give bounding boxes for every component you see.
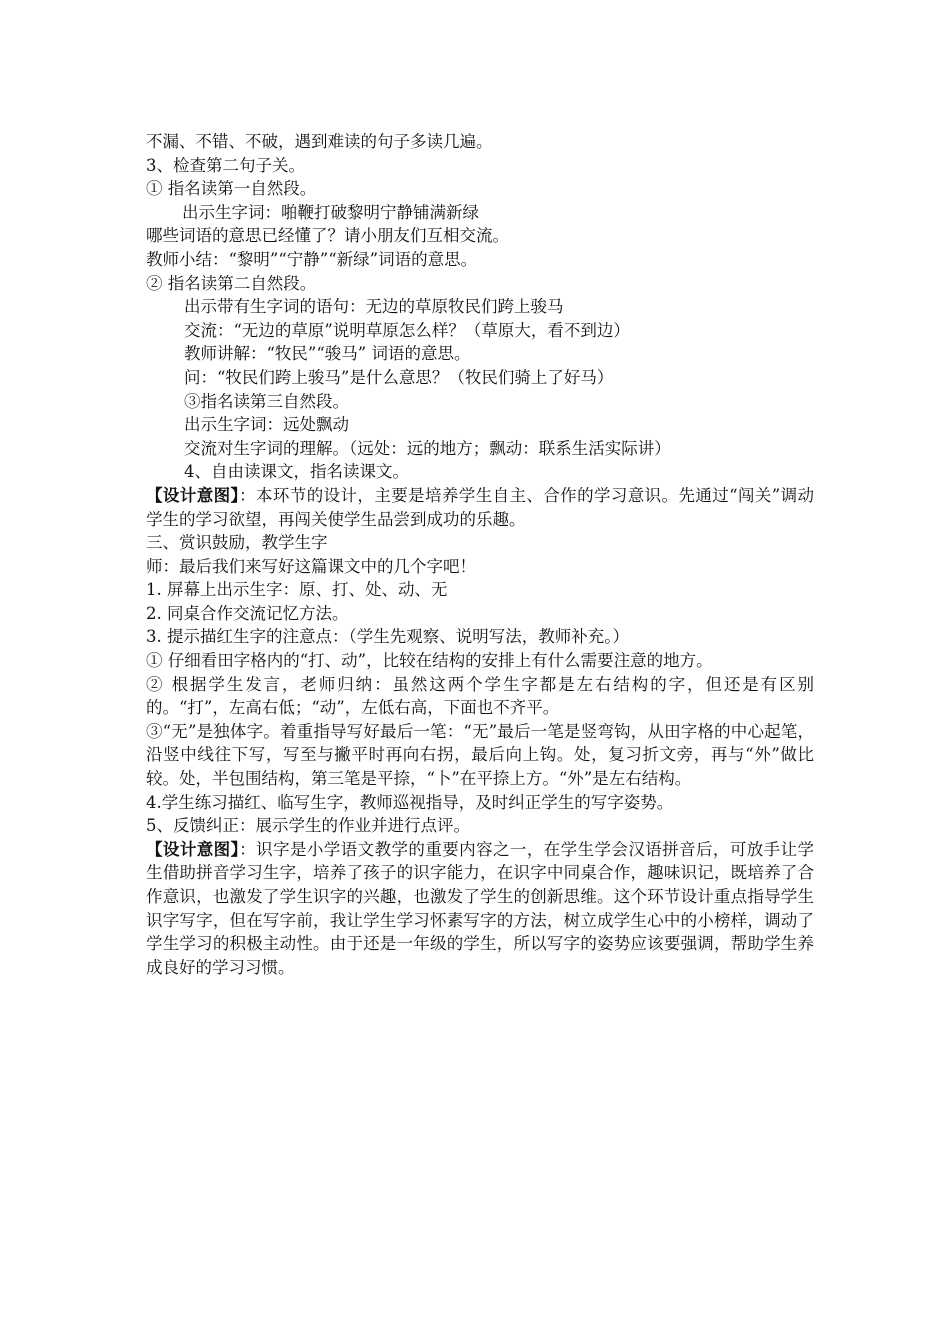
text-line: 4、自由读课文，指名读课文。 (184, 462, 409, 482)
section-heading: 三、赏识鼓励，教学生字 (146, 533, 328, 553)
design-intent-paragraph (146, 484, 814, 531)
document-body (146, 130, 814, 979)
text-paragraph: ② 根据学生发言，老师归纳：虽然这两个学生字都是左右结构的字，但还是有区别的。“打”，左高右低；“动”，左低右高，下面也不齐平。 (146, 674, 814, 718)
text-line: 3. 提示描红生字的注意点：（学生先观察、说明写法，教师补充。） (146, 627, 629, 647)
text-line: 1. 屏幕上出示生字：原、打、处、动、无 (146, 580, 448, 600)
text-line: 2. 同桌合作交流记忆方法。 (146, 603, 349, 623)
text-line: ② 指名读第二自然段。 (146, 273, 317, 293)
text-line: 问：“牧民们跨上骏马”是什么意思？（牧民们骑上了好马） (184, 367, 614, 387)
text-line: ③指名读第三自然段。 (184, 391, 349, 411)
design-intent-paragraph (146, 838, 814, 980)
text-line: 教师讲解：“牧民”“骏马” 词语的意思。 (184, 344, 471, 364)
text-line: 师：最后我们来写好这篇课文中的几个字吧！ (146, 556, 476, 576)
text-line: 出示带有生字词的语句：无边的草原牧民们跨上骏马 (184, 297, 564, 317)
design-intent-label: 【设计意图】 (146, 839, 240, 859)
text-line: 教师小结：“黎明”“宁静”“新绿”词语的意思。 (146, 249, 478, 269)
text-line: 5、反馈纠正：展示学生的作业并进行点评。 (146, 816, 470, 836)
text-line: 交流：“无边的草原”说明草原怎么样？（草原大，看不到边） (184, 320, 630, 340)
design-intent-text: ：本环节的设计，主要是培养学生自主、合作的学习意识。先通过“闯关”调动学生的学习欲望，再闯关使学生品尝到成功的乐趣。 (146, 485, 815, 529)
text-line: ① 指名读第一自然段。 (146, 179, 317, 199)
text-line: 出示生字词：啪鞭打破黎明宁静铺满新绿 (182, 202, 479, 222)
text-line: 不漏、不错、不破，遇到难读的句子多读几遍。 (146, 132, 493, 151)
design-intent-text: ：识字是小学语文教学的重要内容之一，在学生学会汉语拼音后，可放手让学生借助拼音学习生字，培养了孩子的识字能力，在识字中同桌合作，趣味识记，既培养了合作意识，也激发了学生识字的兴趣，也激发了学生的创新思维。这个环节设计重点指导学生识字写字，但在写字前，我让学生学习怀素写字的方法，树立成学生心中的小榜样，调动了学生学习的积极主动性。由于还是一年级的学生，所以写字的姿势应该要强调，帮助学生养成良好的学习习惯。 (146, 839, 815, 977)
text-line: 交流对生字词的理解。（远处：远的地方；飘动：联系生活实际讲） (184, 438, 671, 458)
design-intent-label: 【设计意图】 (146, 485, 240, 505)
text-line: ① 仔细看田字格内的“打、动”，比较在结构的安排上有什么需要注意的地方。 (146, 651, 713, 671)
text-line: 出示生字词：远处飘动 (184, 415, 349, 435)
text-paragraph: ③“无”是独体字。着重指导写好最后一笔：“无”最后一笔是竖弯钩，从田字格的中心起笔，沿竖中线往下写，写至与撇平时再向右拐，最后向上钩。处，复习折文旁，再与“外”做比较。处，半包围结构，第三笔是平捺，“卜”在平捺上方。“外”是左右结构。 (146, 721, 814, 789)
text-line: 4.学生练习描红、临写生字，教师巡视指导，及时纠正学生的写字姿势。 (146, 792, 674, 812)
text-line: 哪些词语的意思已经懂了？请小朋友们互相交流。 (146, 226, 509, 246)
text-line: 3、检查第二句子关。 (146, 155, 305, 175)
